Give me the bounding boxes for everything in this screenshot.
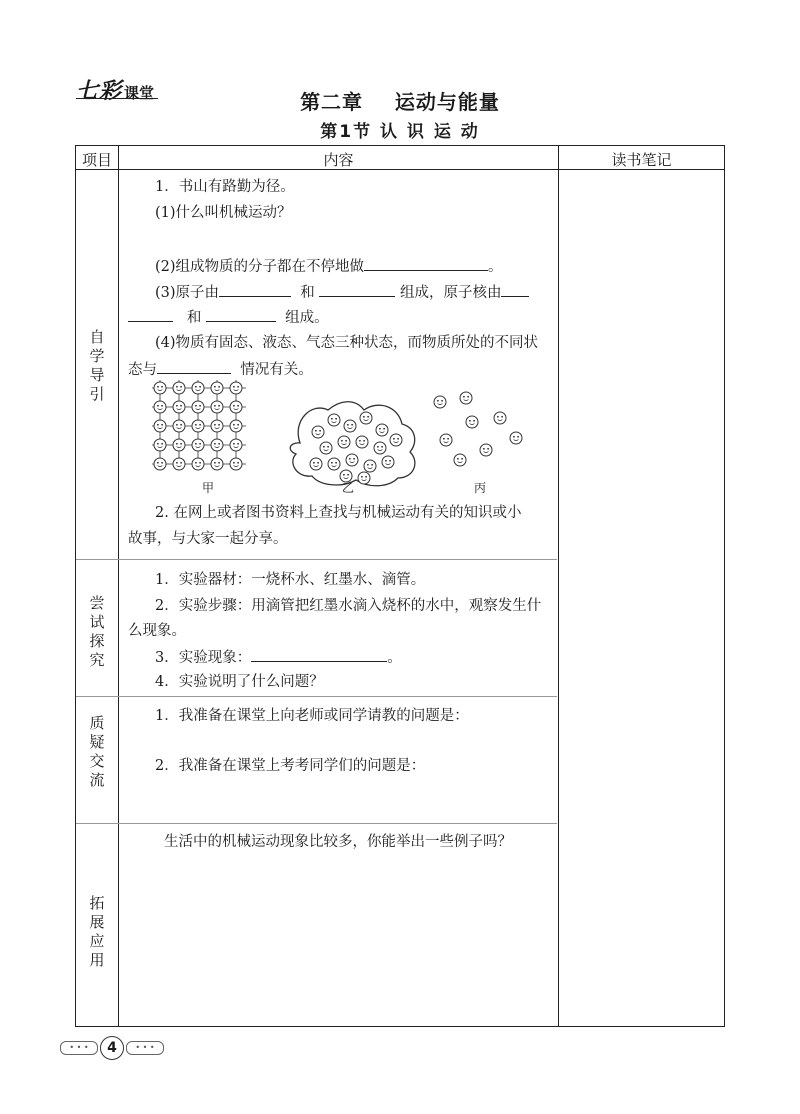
solid-particle <box>154 420 166 432</box>
particle-eye <box>461 458 463 460</box>
particle-eye <box>214 386 216 388</box>
particle-eye <box>157 386 159 388</box>
particle-eye <box>467 396 469 398</box>
particle-eye <box>363 440 365 442</box>
particle-eye <box>501 416 503 418</box>
particle-eye <box>218 386 220 388</box>
solid-particle <box>211 420 223 432</box>
solid-particle <box>173 420 185 432</box>
particle-eye <box>180 405 182 407</box>
particle-eye <box>218 405 220 407</box>
particle-eye <box>367 464 369 466</box>
section-title: 第1节 认 识 运 动 <box>320 122 480 142</box>
answer-blank[interactable] <box>251 647 387 662</box>
particle-eye <box>199 424 201 426</box>
liquid-particle <box>344 420 356 432</box>
particle-eye <box>214 424 216 426</box>
particle-eye <box>176 462 178 464</box>
particle-eye <box>199 386 201 388</box>
liquid-particle <box>328 414 340 426</box>
particle-eye <box>233 462 235 464</box>
logo-sub: 课堂 <box>124 84 155 102</box>
liquid-particle <box>376 424 388 436</box>
solid-particle-grid <box>152 380 246 470</box>
particle-eye <box>313 462 315 464</box>
logo-brand: 七彩 <box>76 79 123 104</box>
particle-eye <box>319 430 321 432</box>
row-divider <box>76 696 557 697</box>
gas-particle <box>480 444 492 456</box>
particle-eye <box>393 438 395 440</box>
particle-eye <box>237 443 239 445</box>
particle-eye <box>457 458 459 460</box>
liquid-particles <box>310 412 402 484</box>
particle-eye <box>335 418 337 420</box>
text-line: (4)物质有固态、液态、气态三种状态，而物质所处的不同状 <box>155 335 539 351</box>
particle-eye <box>361 476 363 478</box>
answer-blank[interactable] <box>206 307 276 322</box>
particle-eye <box>180 424 182 426</box>
particle-eye <box>351 424 353 426</box>
particle-eye <box>367 416 369 418</box>
solid-particle <box>173 401 185 413</box>
solid-particle <box>192 420 204 432</box>
particle-eye <box>157 405 159 407</box>
page-number: 4 <box>100 1036 124 1060</box>
particle-eye <box>379 428 381 430</box>
solid-particle <box>211 382 223 394</box>
liquid-particle <box>346 454 358 466</box>
row-divider <box>76 823 557 824</box>
particle-eye <box>180 386 182 388</box>
particle-eye <box>377 446 379 448</box>
figure-label-liquid: 乙 <box>342 481 355 495</box>
header-content: 内容 <box>323 151 354 169</box>
particle-eye <box>195 462 197 464</box>
solid-particle <box>211 439 223 451</box>
gas-particle <box>510 432 522 444</box>
particle-eye <box>195 405 197 407</box>
particle-eye <box>327 446 329 448</box>
particle-eye <box>195 443 197 445</box>
particle-eye <box>199 462 201 464</box>
row-label-explore: 尝 试 探 究 <box>89 594 105 669</box>
particle-eye <box>237 405 239 407</box>
particle-eye <box>323 446 325 448</box>
particle-eye <box>443 438 445 440</box>
particle-eye <box>447 438 449 440</box>
particle-eye <box>371 464 373 466</box>
solid-particle <box>154 439 166 451</box>
particle-eye <box>365 476 367 478</box>
col-divider <box>558 146 559 1026</box>
text-line: 故事，与大家一起分享。 <box>128 531 288 547</box>
particle-eye <box>359 440 361 442</box>
particle-eye <box>347 474 349 476</box>
col-divider <box>118 146 119 1026</box>
liquid-particle <box>360 412 372 424</box>
solid-particle <box>230 458 242 470</box>
text-line: 3．实验现象： 。 <box>155 647 402 668</box>
text-line: 生活中的机械运动现象比较多，你能举出一些例子吗？ <box>164 834 512 850</box>
answer-blank[interactable] <box>501 282 529 297</box>
particle-eye <box>383 428 385 430</box>
text-line: 1．我准备在课堂上向老师或同学请教的问题是： <box>155 708 469 724</box>
particle-eye <box>233 443 235 445</box>
liquid-particle <box>320 442 332 454</box>
particle-eye <box>233 424 235 426</box>
study-table <box>75 145 725 1027</box>
particle-eye <box>353 458 355 460</box>
particle-eye <box>161 386 163 388</box>
particle-eye <box>513 436 515 438</box>
gas-particle <box>494 412 506 424</box>
particle-eye <box>161 405 163 407</box>
solid-particle <box>230 439 242 451</box>
figure-label-gas: 丙 <box>474 481 487 495</box>
header-item: 项目 <box>81 151 112 169</box>
particle-eye <box>441 400 443 402</box>
solid-particle <box>211 401 223 413</box>
answer-blank[interactable] <box>128 307 173 322</box>
answer-blank[interactable] <box>157 359 231 374</box>
particle-eye <box>385 460 387 462</box>
decorative-dots: • • • <box>126 1041 164 1055</box>
answer-blank[interactable] <box>319 282 395 297</box>
solid-particle <box>154 401 166 413</box>
figure-label-solid: 甲 <box>202 481 215 495</box>
solid-particle <box>154 382 166 394</box>
solid-particle <box>192 458 204 470</box>
particle-eye <box>161 443 163 445</box>
particle-eye <box>381 446 383 448</box>
particle-eye <box>214 443 216 445</box>
particle-eye <box>199 405 201 407</box>
text-line: (1)什么叫机械运动？ <box>155 205 292 221</box>
text-line: (2)组成物质的分子都在不停地做 。 <box>155 256 503 277</box>
row-label-question: 质 疑 交 流 <box>89 714 105 789</box>
particle-eye <box>233 386 235 388</box>
particle-eye <box>233 405 235 407</box>
particle-eye <box>161 462 163 464</box>
particle-eye <box>363 416 365 418</box>
states-of-matter-figure <box>150 380 530 490</box>
text-line: 2．实验步骤：用滴管把红墨水滴入烧杯的水中，观察发生什 <box>155 598 542 614</box>
text-line: 1．实验器材：一烧杯水、红墨水、滴管。 <box>155 572 426 588</box>
particle-eye <box>157 443 159 445</box>
liquid-particle <box>338 436 350 448</box>
liquid-particle <box>356 436 368 448</box>
particle-eye <box>517 436 519 438</box>
particle-eye <box>176 424 178 426</box>
gas-particle <box>466 416 478 428</box>
particle-eye <box>195 386 197 388</box>
solid-particle <box>173 458 185 470</box>
solid-particle <box>192 439 204 451</box>
particle-eye <box>487 448 489 450</box>
gas-particle <box>434 396 446 408</box>
solid-particle <box>230 401 242 413</box>
text-line: 2. 在网上或者图书资料上查找与机械运动有关的知识或小 <box>155 505 522 521</box>
header-notes: 读书笔记 <box>611 151 672 169</box>
particle-eye <box>180 462 182 464</box>
liquid-particle <box>382 456 394 468</box>
answer-blank[interactable] <box>219 282 291 297</box>
gas-particle <box>440 434 452 446</box>
particle-eye <box>176 443 178 445</box>
liquid-particle <box>358 472 370 484</box>
liquid-particle <box>364 460 376 472</box>
particle-eye <box>237 386 239 388</box>
particle-eye <box>237 462 239 464</box>
particle-eye <box>397 438 399 440</box>
decorative-dots: • • • <box>60 1041 98 1055</box>
solid-particle <box>230 382 242 394</box>
liquid-particle <box>374 442 386 454</box>
particle-eye <box>218 443 220 445</box>
particle-eye <box>473 420 475 422</box>
particle-eye <box>335 462 337 464</box>
solid-particle <box>192 401 204 413</box>
particle-eye <box>345 440 347 442</box>
liquid-particle <box>328 458 340 470</box>
solid-particle <box>230 420 242 432</box>
gas-particle <box>454 454 466 466</box>
answer-blank[interactable] <box>364 256 488 271</box>
text-line: 4．实验说明了什么问题？ <box>155 674 324 690</box>
liquid-particle <box>312 426 324 438</box>
solid-particle <box>154 458 166 470</box>
particle-eye <box>317 462 319 464</box>
row-label-self-study: 自 学 导 引 <box>89 328 105 403</box>
row-divider <box>76 559 557 560</box>
text-line: 态与 情况有关。 <box>128 359 313 380</box>
liquid-particle <box>310 458 322 470</box>
particle-eye <box>218 424 220 426</box>
particle-eye <box>180 443 182 445</box>
chapter-title: 第二章 运动与能量 <box>300 90 500 114</box>
particle-eye <box>157 462 159 464</box>
particle-eye <box>176 386 178 388</box>
solid-particle <box>173 439 185 451</box>
gas-particle <box>460 392 472 404</box>
row-label-extend: 拓 展 应 用 <box>89 894 105 969</box>
particle-eye <box>237 424 239 426</box>
particle-eye <box>161 424 163 426</box>
particle-eye <box>389 460 391 462</box>
particle-eye <box>483 448 485 450</box>
particle-eye <box>341 440 343 442</box>
particle-eye <box>176 405 178 407</box>
particle-eye <box>463 396 465 398</box>
particle-eye <box>199 443 201 445</box>
text-line: 么现象。 <box>128 623 186 639</box>
particle-eye <box>157 424 159 426</box>
solid-particle <box>192 382 204 394</box>
particle-eye <box>347 424 349 426</box>
particle-eye <box>349 458 351 460</box>
text-line: 2．我准备在课堂上考考同学们的问题是： <box>155 758 426 774</box>
particle-eye <box>331 418 333 420</box>
particle-eye <box>437 400 439 402</box>
solid-particle <box>211 458 223 470</box>
particle-eye <box>343 474 345 476</box>
particle-eye <box>497 416 499 418</box>
particle-eye <box>469 420 471 422</box>
gas-particles <box>434 392 522 466</box>
particle-eye <box>195 424 197 426</box>
text-line: (3)原子由 和 组成，原子核由 <box>155 282 529 303</box>
particle-eye <box>218 462 220 464</box>
particle-eye <box>315 430 317 432</box>
text-line: 和 组成。 <box>128 307 329 328</box>
liquid-particle <box>390 434 402 446</box>
text-line: 1．书山有路勤为径。 <box>155 179 295 195</box>
solid-particle <box>173 382 185 394</box>
particle-eye <box>214 462 216 464</box>
particle-eye <box>214 405 216 407</box>
particle-eye <box>331 462 333 464</box>
